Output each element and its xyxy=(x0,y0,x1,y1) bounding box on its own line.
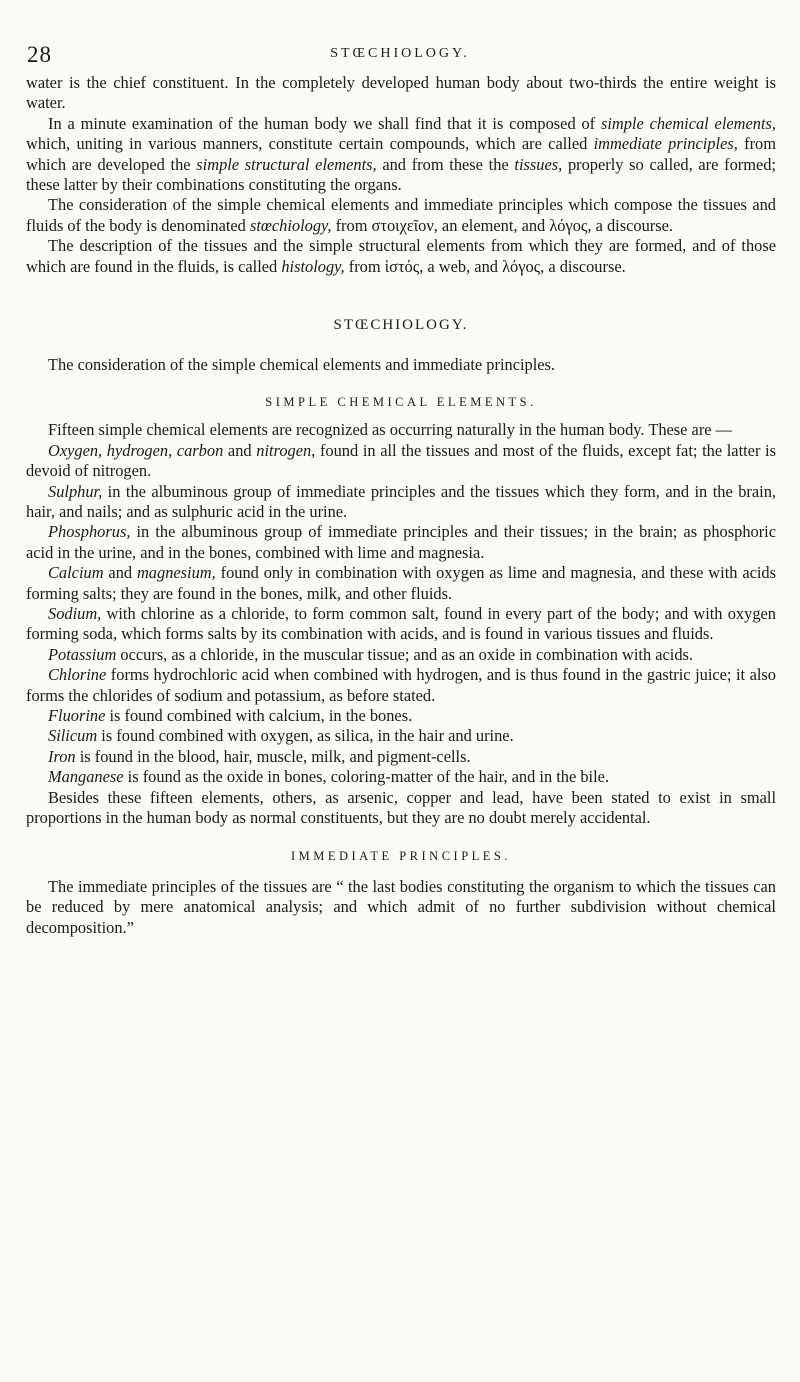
paragraph-text: Besides these fifteen elements, others, as arsenic, copper and lead, have been stated to exist in small proportions in the human body as normal constituents, but they are no doubt merely accidental. xyxy=(26,787,776,827)
section-title: STŒCHIOLOGY. xyxy=(333,317,469,334)
italic-term: simple chemical elements, xyxy=(600,113,776,133)
italic-term: magnesium, xyxy=(136,563,216,583)
italic-term: stœchiology, xyxy=(249,215,332,235)
paragraph-text: forms hydrochloric acid when combined with hydrogen, and is thus found in the gastric juice; it also forms the chlorides of sodium and potassium, as before stated. xyxy=(26,665,776,705)
paragraph-text: in the albuminous group of immediate principles and the tissues which they form, and in the brain, hair, and nails; and as sulphuric acid in the urine. xyxy=(26,481,776,521)
paragraph xyxy=(26,236,776,277)
principles-text xyxy=(26,877,776,938)
italic-term: Fluorine xyxy=(48,705,106,725)
italic-term: Oxygen, hydrogen, carbon xyxy=(48,440,224,460)
paragraph xyxy=(26,482,776,523)
paragraph-text: is found combined with oxygen, as silica, in the hair and urine. xyxy=(97,726,514,746)
paragraph-text: which, uniting in various manners, constitute certain compounds, which are called xyxy=(26,134,594,154)
running-head: STŒCHIOLOGY. xyxy=(330,46,470,61)
paragraph-text: Fifteen simple chemical elements are recognized as occurring naturally in the human body. These are — xyxy=(48,420,733,440)
paragraph-text: and xyxy=(223,440,257,460)
paragraph-text: The description of the tissues and the simple structural elements from which they are formed, and of those which are found in the fluids, is called xyxy=(26,236,776,276)
italic-term: histology, xyxy=(281,256,345,276)
paragraph xyxy=(26,604,776,645)
italic-term: tissues, xyxy=(514,154,563,174)
paragraph xyxy=(26,522,776,563)
paragraph-text: The consideration of the simple chemical elements and immediate principles. xyxy=(48,355,556,375)
paragraph-text: from στοιχεῖον, an element, and λόγος, a discourse. xyxy=(331,215,673,235)
italic-term: Phosphorus, xyxy=(48,522,131,542)
paragraph xyxy=(26,706,776,726)
paragraph xyxy=(26,877,776,938)
paragraph-text: occurs, as a chloride, in the muscular tissue; and as an oxide in combination with acids. xyxy=(116,644,694,664)
paragraph xyxy=(26,355,776,375)
elements-text xyxy=(26,420,776,828)
italic-term: Iron xyxy=(48,746,76,766)
paragraph-text: The consideration of the simple chemical elements and immediate principles which compose the tissues and fluids of the body is denominated xyxy=(26,195,776,235)
italic-term: Silicum xyxy=(48,726,98,746)
italic-term: Manganese xyxy=(48,767,124,787)
italic-term: Potassium xyxy=(48,644,117,664)
page-number: 28 xyxy=(27,42,52,67)
section-intro xyxy=(26,355,776,375)
subheading-simple-chemical-elements: SIMPLE CHEMICAL ELEMENTS. xyxy=(265,394,537,409)
paragraph-text: in the albuminous group of immediate principles and their tissues; in the brain; as phosphoric acid in the urine, and in the bones, combined with lime and magnesia. xyxy=(26,522,776,562)
paragraph-text: found in all the tissues and most of the fluids, except fat; the latter is devoid of nitrogen. xyxy=(26,440,776,481)
paragraph-text: with chlorine as a chloride, to form common salt, found in every part of the body; and with oxygen forming soda, which forms salts by its combination with acids, and is found in various tissues and fluids. xyxy=(26,603,776,644)
paragraph-text: In a minute examination of the human body we shall find that it is composed of xyxy=(48,113,601,133)
paragraph-text: is found as the oxide in bones, coloring-matter of the hair, and in the bile. xyxy=(123,767,610,787)
intro-text xyxy=(26,73,776,277)
paragraph-text: and from these the xyxy=(376,154,515,174)
italic-term: nitrogen, xyxy=(256,440,316,460)
italic-term: Calcium xyxy=(48,563,104,583)
paragraph-text: from ἱστός, a web, and λόγος, a discourse. xyxy=(344,256,626,276)
paragraph-text: and xyxy=(103,563,137,583)
paragraph xyxy=(26,195,776,236)
italic-term: Chlorine xyxy=(48,665,107,685)
paragraph xyxy=(26,726,776,746)
italic-term: immediate principles, xyxy=(593,134,738,154)
italic-term: Sodium, xyxy=(48,603,102,623)
paragraph-text: The immediate principles of the tissues are “ the last bodies constituting the organism to which the tissues can be reduced by mere anatomical analysis; and which admit of no further subdivision without chemical decomposition.” xyxy=(26,876,776,937)
paragraph xyxy=(26,441,776,482)
paragraph-text: from which are developed the xyxy=(26,134,776,174)
paragraph-text: properly so called, are formed; these latter by their combinations constituting the organs. xyxy=(26,154,777,195)
subheading-immediate-principles: IMMEDIATE PRINCIPLES. xyxy=(290,849,512,864)
paragraph xyxy=(26,645,776,665)
paragraph-text: is found in the blood, hair, muscle, milk, and pigment-cells. xyxy=(75,746,471,766)
paragraph-text: water is the chief constituent. In the completely developed human body about two-thirds the entire weight is water. xyxy=(26,73,776,113)
paragraph xyxy=(26,665,776,706)
paragraph xyxy=(26,767,776,787)
paragraph xyxy=(26,788,776,829)
paragraph xyxy=(26,420,776,440)
paragraph xyxy=(26,114,776,196)
paragraph xyxy=(26,563,776,604)
italic-term: Sulphur, xyxy=(48,481,103,501)
paragraph-text: found only in combination with oxygen as lime and magnesia, and these with acids forming salts; they are found in the bones, milk, and other fluids. xyxy=(26,563,776,603)
paragraph-text: is found combined with calcium, in the bones. xyxy=(105,705,413,725)
paragraph xyxy=(26,73,776,114)
page-body xyxy=(26,73,776,938)
paragraph xyxy=(26,747,776,767)
italic-term: simple structural elements, xyxy=(196,154,377,174)
